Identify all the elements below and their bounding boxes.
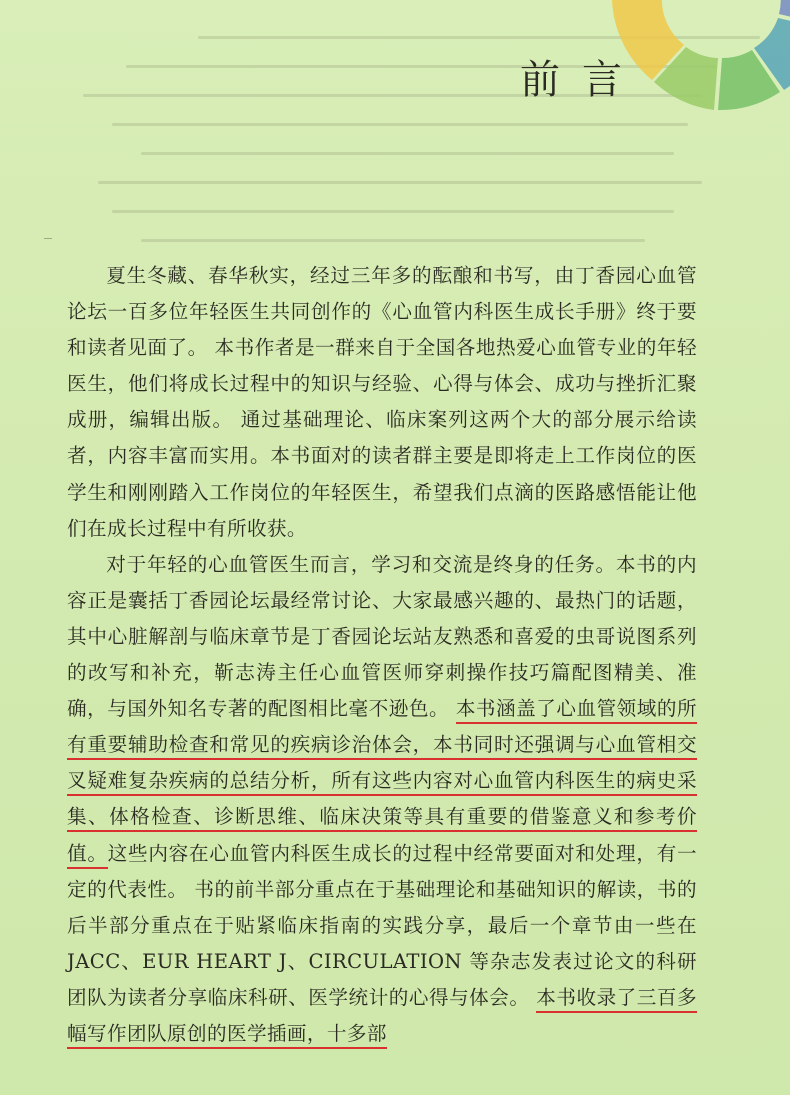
- page-title: 前言: [520, 57, 644, 103]
- highlighted-text: 本书涵盖了心血管领域的所有重要辅助检查和常见的疾病诊治体会，本书同时还强调与心血管相交叉疑难复杂疾病的总结分析，所有这些内容对心血管内科医生的病史采集、体格检查、诊断思维、临床决策等具有重要的借鉴意义和参考价值。: [67, 697, 697, 868]
- highlighted-text: 本书收录了三百多幅写作团队原创的医学插画，十多部: [67, 986, 697, 1049]
- paragraph-text: 夏生冬藏、春华秋实，经过三年多的酝酿和书写，由丁香园心血管论坛一百多位年轻医生共同创作的《心血管内科医生成长手册》终于要和读者见面了。 本书作者是一群来自于全国各地热爱心血管专业的年轻医生，他们将成长过程中的知识与经验、心得与体会、成功与挫折汇聚成册，编辑出版。 通过基础理论、临床案列这两个大的部分展示给读者，内容丰富而实用。本书面对的读者群主要是即将走上工作岗位的医学生和刚刚踏入工作岗位的年轻医生，希望我们点滴的医路感悟能让他们在成长过程中有所收获。: [67, 264, 697, 540]
- paragraph: [67, 258, 697, 547]
- margin-mark: [44, 238, 52, 239]
- paragraph-text: 对于年轻的心血管医生而言，学习和交流是终身的任务。本书的内容正是囊括丁香园论坛最经常讨论、大家最感兴趣的、最热门的话题，其中心脏解剖与临床章节是丁香园论坛站友熟悉和喜爱的虫哥说图系列的改写和补充，靳志涛主任心血管医师穿刺操作技巧篇配图精美、准确，与国外知名专著的配图相比毫不逊色。: [67, 552, 697, 721]
- paragraph-text: 这些内容在心血管内科医生成长的过程中经常要面对和处理，有一定的代表性。 书的前半部分重点在于基础理论和基础知识的解读，书的后半部分重点在于贴紧临床指南的实践分享，最后一个章节由一些在 JACC、EUR HEART J、CIRCULATION 等杂志发表过论文的科研团队为读者分享临床科研、医学统计的心得与体会。: [67, 841, 697, 1009]
- paragraph: [67, 547, 697, 1052]
- preface-body: [67, 258, 697, 1052]
